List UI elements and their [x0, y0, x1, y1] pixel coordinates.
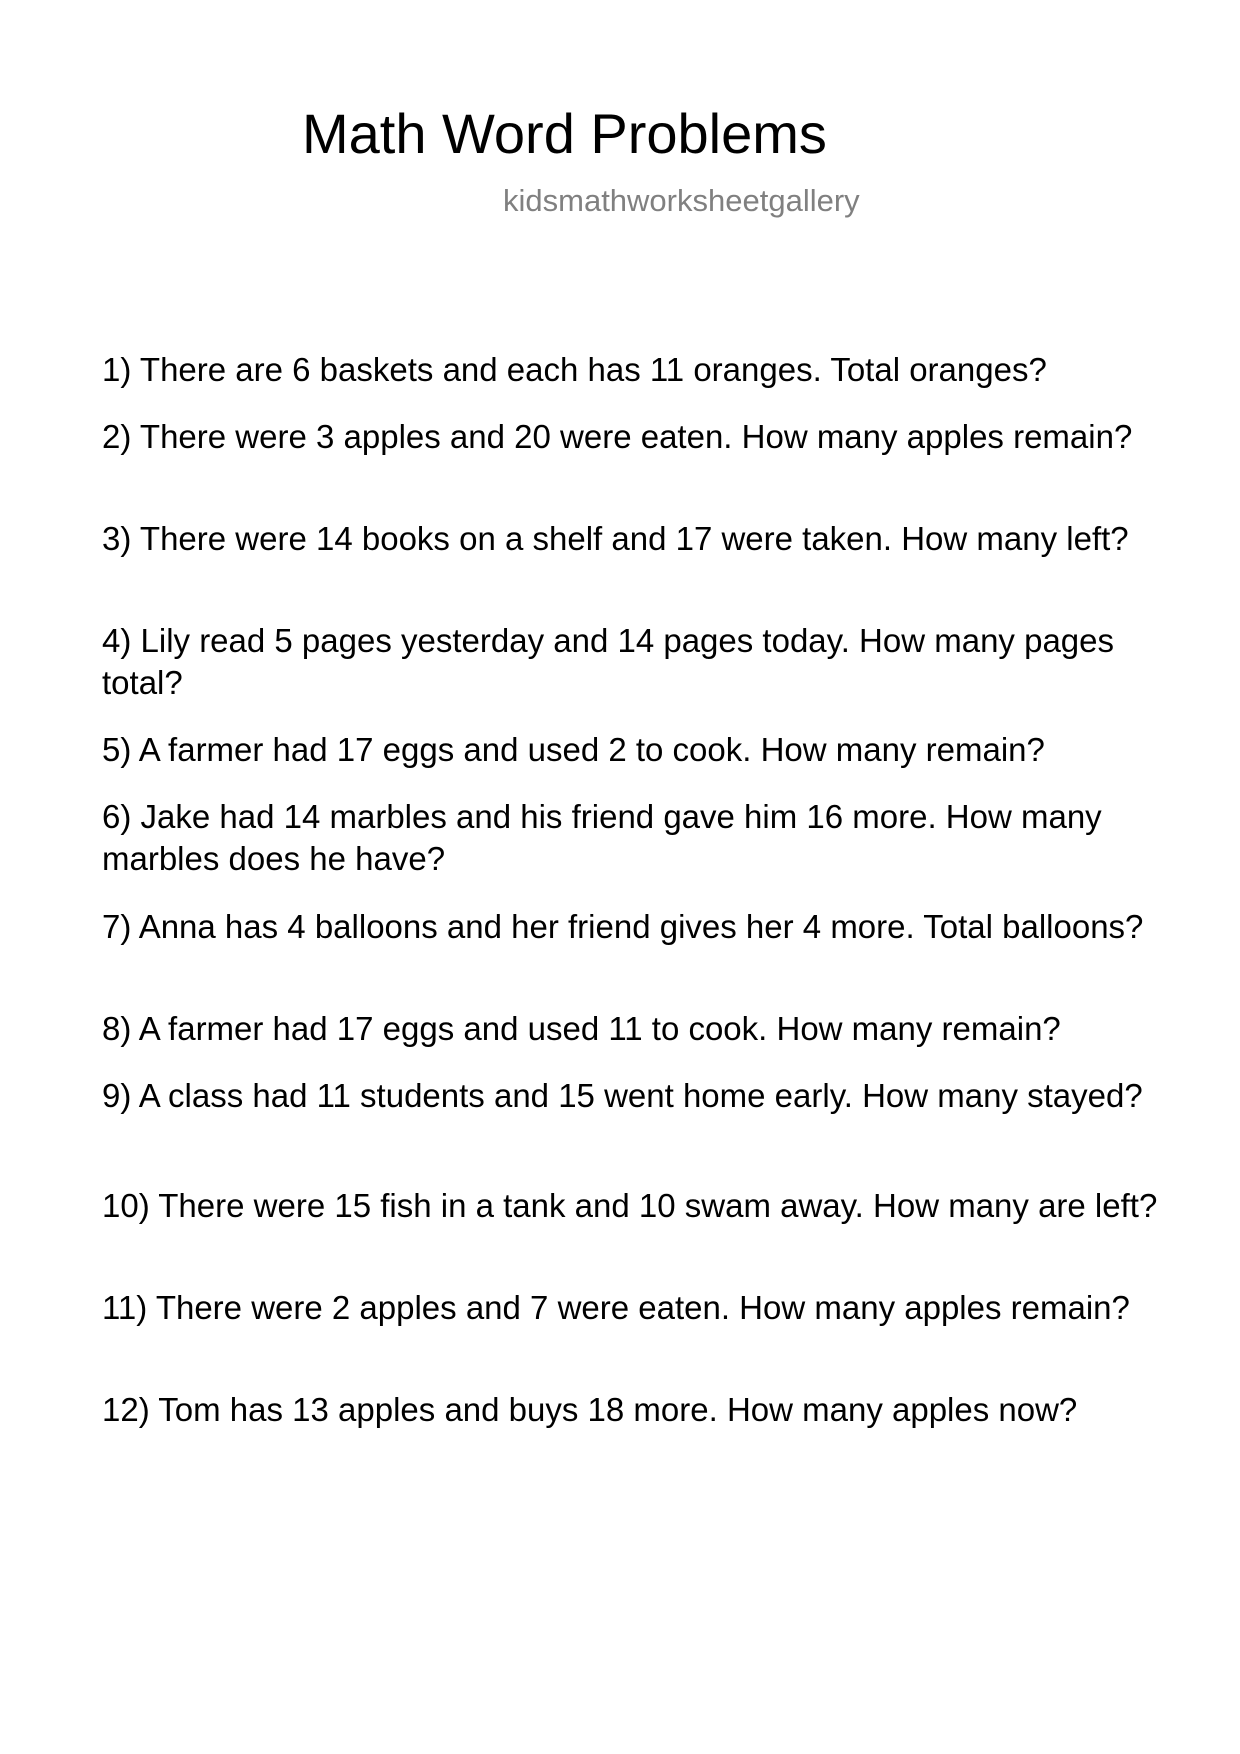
problem-item: 6) Jake had 14 marbles and his friend gave him 16 more. How many marbles does he have? [102, 798, 1102, 877]
problem-item: 4) Lily read 5 pages yesterday and 14 pages today. How many pages total? [102, 622, 1115, 701]
problem-item: 5) A farmer had 17 eggs and used 2 to cook. How many remain? [102, 731, 1045, 768]
problem-item: 2) There were 3 apples and 20 were eaten. How many apples remain? [102, 418, 1133, 455]
problem-item: 10) There were 15 fish in a tank and 10 swam away. How many are left? [102, 1187, 1158, 1224]
problem-item: 12) Tom has 13 apples and buys 18 more. How many apples now? [102, 1391, 1078, 1428]
problem-item: 8) A farmer had 17 eggs and used 11 to cook. How many remain? [102, 1010, 1061, 1047]
problem-item: 9) A class had 11 students and 15 went home early. How many stayed? [102, 1077, 1143, 1114]
problem-item: 11) There were 2 apples and 7 were eaten. How many apples remain? [102, 1289, 1130, 1326]
problem-item: 1) There are 6 baskets and each has 11 oranges. Total oranges? [102, 351, 1047, 388]
problem-item: 7) Anna has 4 balloons and her friend gives her 4 more. Total balloons? [102, 908, 1144, 945]
problem-item: 3) There were 14 books on a shelf and 17 were taken. How many left? [102, 520, 1129, 557]
worksheet-title: Math Word Problems [302, 102, 827, 165]
worksheet-source: kidsmathworksheetgallery [503, 183, 860, 218]
